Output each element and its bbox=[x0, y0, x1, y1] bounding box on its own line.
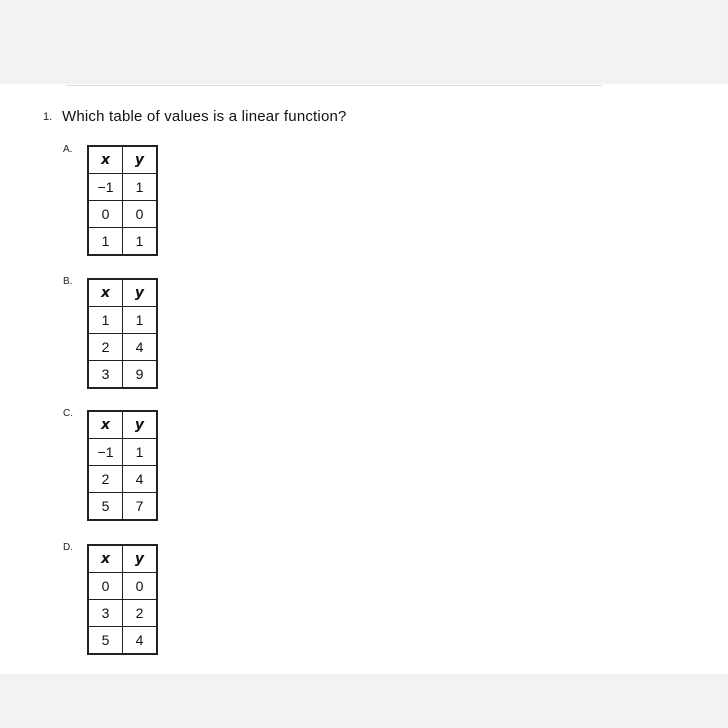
cell-x: 3 bbox=[89, 600, 123, 627]
header-y: y bbox=[123, 546, 157, 573]
header-y: y bbox=[123, 280, 157, 307]
question-sheet bbox=[0, 84, 728, 674]
cell-y: 1 bbox=[123, 439, 157, 466]
cell-x: 2 bbox=[89, 334, 123, 361]
divider bbox=[66, 85, 602, 86]
cell-x: 5 bbox=[89, 493, 123, 520]
option-d-table bbox=[88, 545, 157, 654]
header-x: x bbox=[89, 147, 123, 174]
cell-y: 4 bbox=[123, 334, 157, 361]
cell-y: 7 bbox=[123, 493, 157, 520]
header-x: x bbox=[89, 412, 123, 439]
cell-y: 1 bbox=[123, 174, 157, 201]
cell-x: −1 bbox=[89, 174, 123, 201]
cell-y: 9 bbox=[123, 361, 157, 388]
cell-x: 1 bbox=[89, 307, 123, 334]
cell-x: −1 bbox=[89, 439, 123, 466]
cell-y: 1 bbox=[123, 307, 157, 334]
option-c-label[interactable]: C. bbox=[63, 408, 73, 419]
option-b-table bbox=[88, 279, 157, 388]
cell-y: 1 bbox=[123, 228, 157, 255]
cell-y: 2 bbox=[123, 600, 157, 627]
cell-y: 0 bbox=[123, 201, 157, 228]
cell-y: 4 bbox=[123, 466, 157, 493]
cell-x: 5 bbox=[89, 627, 123, 654]
header-y: y bbox=[123, 147, 157, 174]
header-y: y bbox=[123, 412, 157, 439]
cell-x: 3 bbox=[89, 361, 123, 388]
cell-x: 2 bbox=[89, 466, 123, 493]
header-x: x bbox=[89, 280, 123, 307]
header-x: x bbox=[89, 546, 123, 573]
question-number: 1. bbox=[43, 111, 53, 123]
option-a-label[interactable]: A. bbox=[63, 144, 73, 155]
cell-x: 1 bbox=[89, 228, 123, 255]
cell-x: 0 bbox=[89, 201, 123, 228]
option-d-label[interactable]: D. bbox=[63, 542, 73, 553]
cell-y: 4 bbox=[123, 627, 157, 654]
cell-y: 0 bbox=[123, 573, 157, 600]
question-text: Which table of values is a linear function? bbox=[62, 108, 347, 125]
option-b-label[interactable]: B. bbox=[63, 276, 73, 287]
cell-x: 0 bbox=[89, 573, 123, 600]
option-c-table bbox=[88, 411, 157, 520]
option-a-table bbox=[88, 146, 157, 255]
